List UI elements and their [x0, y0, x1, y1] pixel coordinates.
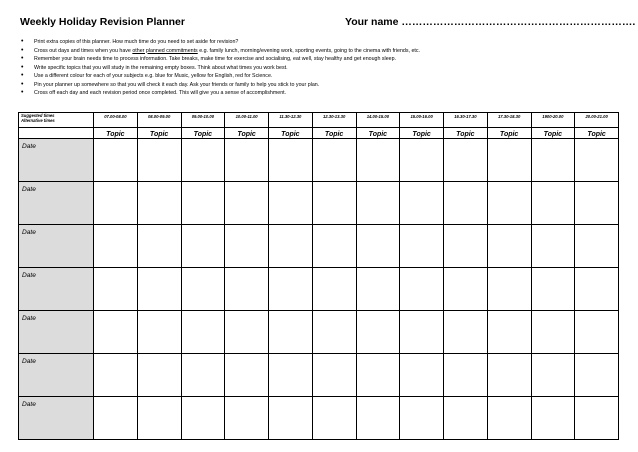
revision-slot-cell[interactable]: [94, 311, 138, 354]
instruction-item: [20, 81, 620, 90]
revision-slot-cell[interactable]: [575, 354, 619, 397]
topic-header: Topic: [137, 128, 181, 139]
revision-slot-cell[interactable]: [94, 397, 138, 440]
revision-slot-cell[interactable]: [225, 268, 269, 311]
your-name-field[interactable]: Your name ………………………………………………………….: [345, 16, 636, 28]
day-row: [19, 225, 619, 268]
revision-slot-cell[interactable]: [487, 268, 531, 311]
revision-slot-cell[interactable]: [225, 397, 269, 440]
alternative-times-label: Alternative times: [21, 118, 55, 123]
revision-slot-cell[interactable]: [137, 182, 181, 225]
revision-slot-cell[interactable]: [225, 225, 269, 268]
revision-slot-cell[interactable]: [94, 268, 138, 311]
instruction-text: Print extra copies of this planner. How much time do you need to set aside for revision?: [34, 39, 239, 45]
planner-table: [18, 112, 619, 440]
instruction-text-continued: e.g. family lunch, morning/evening work, sporting events, going to the cinema with friends, etc.: [197, 47, 421, 54]
revision-slot-cell[interactable]: [575, 311, 619, 354]
instruction-text: Write specific topics that you will study in the remaining empty boxes. Think about what times you work best.: [34, 64, 288, 71]
instructions-list: [20, 38, 620, 98]
revision-slot-cell[interactable]: [531, 182, 575, 225]
date-cell[interactable]: Date: [19, 225, 94, 268]
revision-slot-cell[interactable]: [444, 268, 488, 311]
revision-slot-cell[interactable]: [531, 311, 575, 354]
time-slot-header: 1900-20.00: [531, 113, 575, 128]
instruction-text: Remember your brain needs time to process information. Take breaks, make time for exercise and socialising, eat well, stay healthy and get enough sleep.: [34, 56, 397, 62]
revision-slot-cell[interactable]: [181, 311, 225, 354]
instruction-text: Cross out days and times when you have: [34, 47, 133, 54]
topic-header: Topic: [269, 128, 313, 139]
time-slot-header: 14.00-15.00: [356, 113, 400, 128]
revision-slot-cell[interactable]: [181, 397, 225, 440]
revision-slot-cell[interactable]: [575, 139, 619, 182]
day-row: [19, 354, 619, 397]
revision-slot-cell[interactable]: [225, 139, 269, 182]
revision-slot-cell[interactable]: [137, 311, 181, 354]
revision-slot-cell[interactable]: [356, 397, 400, 440]
revision-slot-cell[interactable]: [487, 182, 531, 225]
revision-slot-cell[interactable]: [181, 225, 225, 268]
revision-slot-cell[interactable]: [531, 139, 575, 182]
revision-slot-cell[interactable]: [400, 139, 444, 182]
day-row: [19, 311, 619, 354]
revision-slot-cell[interactable]: [181, 268, 225, 311]
revision-slot-cell[interactable]: [94, 139, 138, 182]
revision-slot-cell[interactable]: [575, 225, 619, 268]
topic-header: Topic: [181, 128, 225, 139]
revision-slot-cell[interactable]: [269, 182, 313, 225]
revision-slot-cell[interactable]: [312, 311, 356, 354]
topics-header-row: [19, 128, 619, 139]
time-slot-header: 20.00-21.00: [575, 113, 619, 128]
revision-slot-cell[interactable]: [487, 397, 531, 440]
revision-slot-cell[interactable]: [356, 182, 400, 225]
revision-slot-cell[interactable]: [269, 268, 313, 311]
instruction-item: [20, 38, 620, 47]
topic-header: Topic: [575, 128, 619, 139]
revision-slot-cell[interactable]: [487, 139, 531, 182]
revision-slot-cell[interactable]: [269, 225, 313, 268]
revision-slot-cell[interactable]: [400, 268, 444, 311]
revision-slot-cell[interactable]: [181, 182, 225, 225]
topic-header: Topic: [356, 128, 400, 139]
revision-slot-cell[interactable]: [312, 397, 356, 440]
topic-header: Topic: [400, 128, 444, 139]
revision-slot-cell[interactable]: [575, 182, 619, 225]
instruction-item: [20, 47, 620, 56]
revision-slot-cell[interactable]: [312, 354, 356, 397]
revision-slot-cell[interactable]: [137, 354, 181, 397]
revision-slot-cell[interactable]: [225, 311, 269, 354]
revision-slot-cell[interactable]: [94, 225, 138, 268]
revision-slot-cell[interactable]: [137, 139, 181, 182]
instruction-text: Use a different colour for each of your subjects e.g. blue for Music, yellow for English, red for Science.: [34, 73, 273, 79]
revision-slot-cell[interactable]: [444, 182, 488, 225]
revision-slot-cell[interactable]: [269, 311, 313, 354]
revision-slot-cell[interactable]: [269, 139, 313, 182]
revision-slot-cell[interactable]: [444, 354, 488, 397]
date-cell[interactable]: Date: [19, 182, 94, 225]
date-cell[interactable]: Date: [19, 397, 94, 440]
revision-slot-cell[interactable]: [487, 311, 531, 354]
instruction-text: Cross off each day and each revision period once completed. This will give you a sense of accomplishment.: [34, 90, 287, 96]
revision-slot-cell[interactable]: [400, 397, 444, 440]
revision-slot-cell[interactable]: [269, 397, 313, 440]
revision-slot-cell[interactable]: [94, 182, 138, 225]
revision-slot-cell[interactable]: [356, 311, 400, 354]
revision-slot-cell[interactable]: [356, 268, 400, 311]
instruction-item: [20, 72, 620, 81]
suggested-times-label: Suggested times: [21, 113, 55, 118]
revision-slot-cell[interactable]: [444, 311, 488, 354]
time-slot-header: 15.00-16.00: [400, 113, 444, 128]
revision-slot-cell[interactable]: [312, 139, 356, 182]
revision-slot-cell[interactable]: [400, 354, 444, 397]
revision-slot-cell[interactable]: [312, 182, 356, 225]
revision-slot-cell[interactable]: [400, 311, 444, 354]
topic-header: Topic: [94, 128, 138, 139]
revision-slot-cell[interactable]: [137, 268, 181, 311]
revision-slot-cell[interactable]: [225, 354, 269, 397]
topic-header: Topic: [444, 128, 488, 139]
revision-slot-cell[interactable]: [575, 268, 619, 311]
revision-slot-cell[interactable]: [444, 225, 488, 268]
revision-slot-cell[interactable]: [181, 354, 225, 397]
instruction-text: Pin your planner up somewhere so that you will check it each day. Ask your friends or family to help you stick to your plan.: [34, 81, 320, 88]
times-label-cell: [19, 113, 94, 128]
revision-slot-cell[interactable]: [531, 397, 575, 440]
date-cell[interactable]: Date: [19, 354, 94, 397]
time-slot-header: 10.00-11.00: [225, 113, 269, 128]
revision-slot-cell[interactable]: [400, 182, 444, 225]
revision-slot-cell[interactable]: [531, 225, 575, 268]
revision-slot-cell[interactable]: [400, 225, 444, 268]
time-slot-header: 12.30-13.30: [312, 113, 356, 128]
revision-slot-cell[interactable]: [487, 225, 531, 268]
time-slot-header: 11.30-12.30: [269, 113, 313, 128]
instruction-item: [20, 64, 620, 73]
time-slot-header: 08.00-09.00: [137, 113, 181, 128]
topic-header: Topic: [531, 128, 575, 139]
revision-slot-cell[interactable]: [356, 139, 400, 182]
revision-slot-cell[interactable]: [356, 354, 400, 397]
revision-slot-cell[interactable]: [575, 397, 619, 440]
time-slot-header: 17.30-18.30: [487, 113, 531, 128]
revision-slot-cell[interactable]: [137, 225, 181, 268]
topic-header: Topic: [225, 128, 269, 139]
revision-slot-cell[interactable]: [531, 268, 575, 311]
date-cell[interactable]: Date: [19, 268, 94, 311]
revision-slot-cell[interactable]: [137, 397, 181, 440]
revision-slot-cell[interactable]: [269, 354, 313, 397]
time-slot-header: 07.00-08.00: [94, 113, 138, 128]
revision-slot-cell[interactable]: [225, 182, 269, 225]
instruction-underlined-text: other planned commitments: [132, 47, 198, 54]
date-cell[interactable]: Date: [19, 311, 94, 354]
day-row: [19, 182, 619, 225]
revision-slot-cell[interactable]: [444, 397, 488, 440]
revision-slot-cell[interactable]: [531, 354, 575, 397]
topic-header: Topic: [487, 128, 531, 139]
day-row: [19, 268, 619, 311]
day-row: [19, 139, 619, 182]
revision-slot-cell[interactable]: [181, 139, 225, 182]
revision-slot-cell[interactable]: [94, 354, 138, 397]
revision-slot-cell[interactable]: [487, 354, 531, 397]
topic-header: Topic: [312, 128, 356, 139]
instruction-item: [20, 55, 620, 64]
times-header-row: [19, 113, 619, 128]
time-slot-header: 16.30-17.30: [444, 113, 488, 128]
revision-slot-cell[interactable]: [444, 139, 488, 182]
revision-slot-cell[interactable]: [312, 225, 356, 268]
time-slot-header: 09.00-10.00: [181, 113, 225, 128]
date-cell[interactable]: Date: [19, 139, 94, 182]
instruction-item: [20, 89, 620, 98]
page-title: Weekly Holiday Revision Planner: [20, 16, 185, 28]
revision-slot-cell[interactable]: [312, 268, 356, 311]
day-row: [19, 397, 619, 440]
revision-slot-cell[interactable]: [356, 225, 400, 268]
topics-row-blank-cell: [19, 128, 94, 139]
